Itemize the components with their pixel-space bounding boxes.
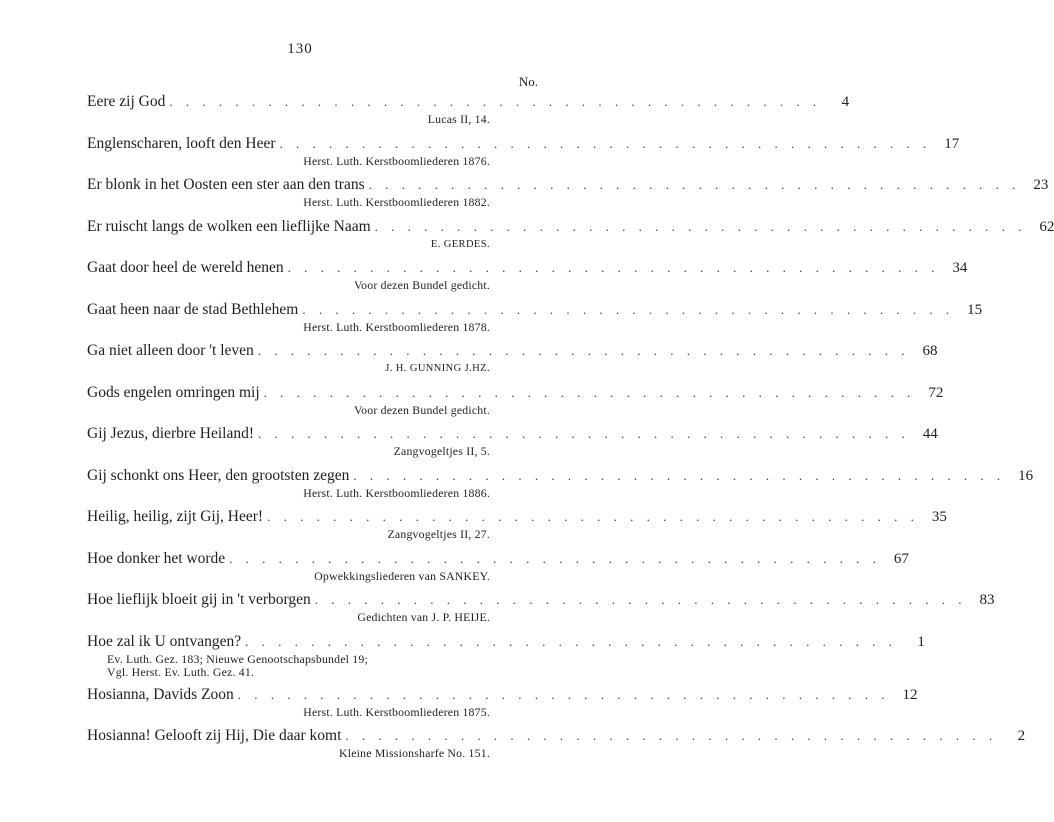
entry-source: E. GERDES. <box>430 238 490 250</box>
entry-number: 72 <box>928 384 944 401</box>
entry-number: 34 <box>952 260 968 276</box>
index-entry <box>87 134 960 177</box>
entry-title: Er blonk in het Oosten een ster aan den trans <box>87 176 365 193</box>
entry-title: Gaat door heel de wereld henen <box>87 259 284 276</box>
entry-number: 35 <box>931 509 947 525</box>
dot-leader: . . . . . . . . . . . . . . . . . . . . . . . . . . . . . . . . . . . . . . . . <box>345 728 998 743</box>
entry-source: Herst. Luth. Kerstboomliederen 1878. <box>303 319 490 334</box>
dot-leader: . . . . . . . . . . . . . . . . . . . . . . . . . . . . . . . . . . . . . . . . <box>267 509 919 524</box>
index-entry <box>87 383 944 426</box>
entry-number: 68 <box>922 343 938 359</box>
entry-title: Er ruischt langs de wolken een lieflijke Naam <box>87 217 371 235</box>
index-entry <box>87 508 947 550</box>
entry-title: Englenscharen, looft den Heer <box>87 134 276 152</box>
entry-number: 12 <box>902 686 918 703</box>
index-entry <box>87 93 850 135</box>
index-entry <box>87 176 1049 218</box>
entry-title: Hoe zal ik U ontvangen? <box>87 632 242 650</box>
index-entry <box>87 466 1034 509</box>
index-entry <box>87 300 983 343</box>
entry-number: 67 <box>893 550 909 567</box>
entry-source: Voor dezen Bundel gedicht. <box>353 402 490 417</box>
entry-number: 23 <box>1033 177 1049 193</box>
entry-source: Voor dezen Bundel gedicht. <box>353 278 490 292</box>
index-entry <box>87 549 909 592</box>
dot-leader: . . . . . . . . . . . . . . . . . . . . . . . . . . . . . . . . . . . . . . . . <box>368 177 1021 192</box>
entry-title: Gods engelen omringen mij <box>87 383 260 401</box>
entry-source: Herst. Luth. Kerstboomliederen 1886. <box>303 485 490 500</box>
page-number: 130 <box>287 41 313 57</box>
number-column-header: No. <box>518 74 538 89</box>
entry-number: 83 <box>979 592 995 608</box>
dot-leader: . . . . . . . . . . . . . . . . . . . . . . . . . . . . . . . . . . . . . . . . <box>245 633 897 649</box>
dot-leader: . . . . . . . . . . . . . . . . . . . . . . . . . . . . . . . . . . . . . . . . <box>302 301 955 317</box>
index-entry <box>87 425 938 467</box>
index-entry <box>87 632 925 686</box>
entry-number: 15 <box>967 301 983 318</box>
index-entry <box>87 259 968 301</box>
entry-source: Lucas II, 14. <box>427 112 490 126</box>
entry-title: Hoe donker het worde <box>87 549 226 567</box>
dot-leader: . . . . . . . . . . . . . . . . . . . . . . . . . . . . . . . . . . . . . . . . <box>287 260 940 275</box>
entry-number: 44 <box>922 426 938 442</box>
entry-source: Herst. Luth. Kerstboomliederen 1882. <box>303 195 490 209</box>
entry-title: Heilig, heilig, zijt Gij, Heer! <box>87 508 264 525</box>
index-list <box>87 93 1054 769</box>
dot-leader: . . . . . . . . . . . . . . . . . . . . . . . . . . . . . . . . . . . . . . . . <box>257 343 910 358</box>
entry-source: Herst. Luth. Kerstboomliederen 1876. <box>303 153 490 168</box>
entry-number: 1 <box>917 633 925 650</box>
entry-title: Hosianna! Gelooft zij Hij, Die daar komt <box>87 727 342 744</box>
entry-title: Eere zij God <box>87 93 166 110</box>
entry-title: Gij Jezus, dierbre Heiland! <box>87 425 254 442</box>
entry-title: Gij schonkt ons Heer, den grootsten zegen <box>87 466 350 484</box>
index-entry <box>87 727 1026 769</box>
entry-source: Zangvogeltjes II, 5. <box>393 444 490 458</box>
entry-title: Ga niet alleen door 't leven <box>87 342 254 359</box>
dot-leader: . . . . . . . . . . . . . . . . . . . . . . . . . . . . . . . . . . . . . . . . <box>237 686 890 702</box>
entry-source: Zangvogeltjes II, 27. <box>387 527 490 541</box>
entry-number: 2 <box>1017 728 1026 744</box>
entry-source: J. H. GUNNING J.HZ. <box>385 363 490 374</box>
index-entry <box>87 217 1054 260</box>
entry-number: 4 <box>841 94 850 110</box>
dot-leader: . . . . . . . . . . . . . . . . . . . . . . . . . . . . . . . . . . . . . . . . <box>279 135 932 151</box>
entry-title: Hoe lieflijk bloeit gij in 't verborgen <box>87 591 311 608</box>
dot-leader: . . . . . . . . . . . . . . . . . . . . . . . . . . . . . . . . . . . . . . . . <box>374 218 1027 234</box>
entry-title: Gaat heen naar de stad Bethlehem <box>87 300 299 318</box>
dot-leader: . . . . . . . . . . . . . . . . . . . . . . . . . . . . . . . . . . . . . . . . <box>258 426 910 441</box>
entry-source: Ev. Luth. Gez. 183; Nieuwe Genootschapsbundel 19; Vgl. Herst. Ev. Luth. Gez. 41. <box>107 651 368 679</box>
dot-leader: . . . . . . . . . . . . . . . . . . . . . . . . . . . . . . . . . . . . . . . . <box>353 467 1006 483</box>
entry-source: Kleine Missionsharfe No. 151. <box>339 746 490 760</box>
dot-leader: . . . . . . . . . . . . . . . . . . . . . . . . . . . . . . . . . . . . . . . . <box>229 550 881 566</box>
index-entry <box>87 342 938 384</box>
entry-number: 62 <box>1039 218 1054 235</box>
index-entry <box>87 591 995 633</box>
entry-source: Herst. Luth. Kerstboomliederen 1875. <box>303 704 490 719</box>
dot-leader: . . . . . . . . . . . . . . . . . . . . . . . . . . . . . . . . . . . . . . . . <box>169 94 822 109</box>
dot-leader: . . . . . . . . . . . . . . . . . . . . . . . . . . . . . . . . . . . . . . . . <box>314 592 967 607</box>
entry-title: Hosianna, Davids Zoon <box>87 685 234 703</box>
dot-leader: . . . . . . . . . . . . . . . . . . . . . . . . . . . . . . . . . . . . . . . . <box>263 384 916 400</box>
entry-source: Gedichten van J. P. HEIJE. <box>357 610 490 624</box>
index-entry <box>87 685 918 728</box>
entry-source: Opwekkingsliederen van SANKEY. <box>314 568 490 583</box>
entry-number: 17 <box>944 135 960 152</box>
entry-number: 16 <box>1018 467 1034 484</box>
